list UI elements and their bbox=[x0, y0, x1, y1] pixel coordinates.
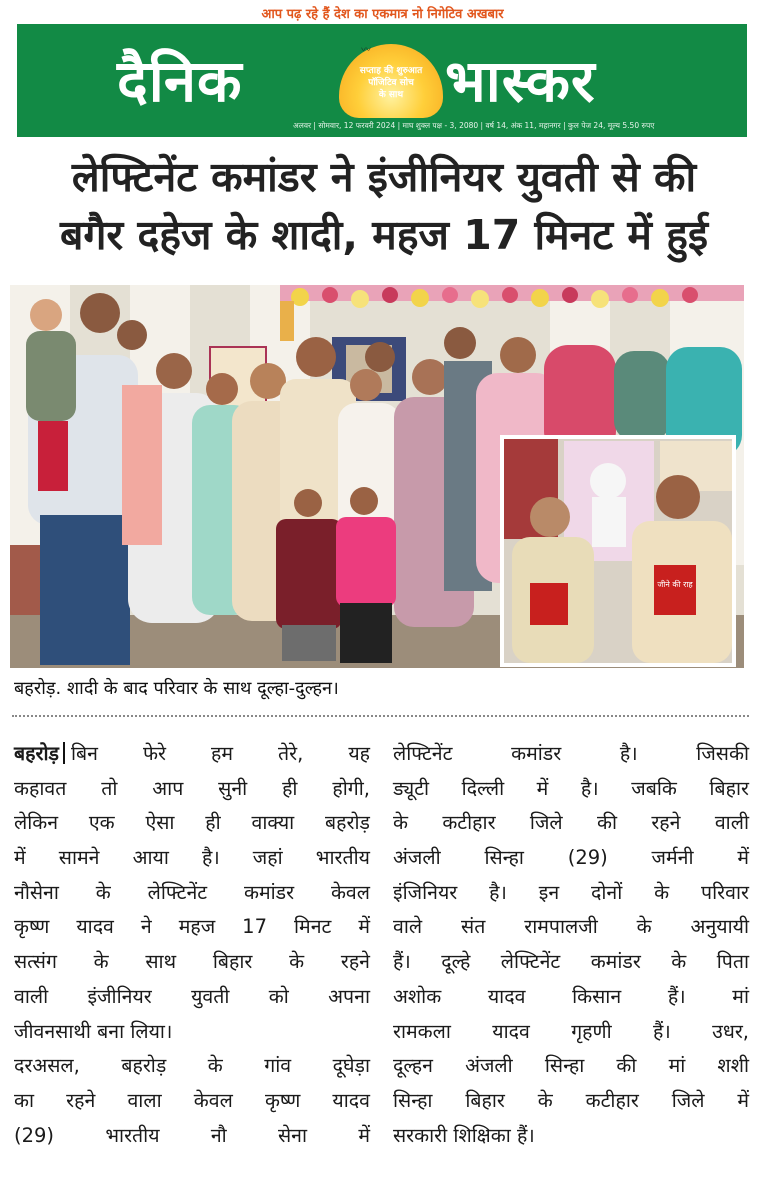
article-line: अशोक यादव किसान हैं। मां bbox=[393, 984, 749, 1008]
article-line: इंजिनियर है। इन दोनों के परिवार bbox=[393, 880, 749, 904]
logo-word-dainik: दैनिक bbox=[117, 47, 243, 115]
wedding-group-photo bbox=[10, 285, 744, 668]
article-line: जीवनसाथी बना लिया। bbox=[14, 1019, 173, 1043]
article-line: कृष्ण यादव ने महज 17 मिनट में bbox=[14, 915, 370, 939]
inset-book-title: जीने की राह bbox=[657, 580, 693, 589]
article-line bbox=[14, 737, 370, 772]
article-line: सिन्हा बिहार के कटीहार जिले में bbox=[393, 1088, 749, 1112]
article-column-right bbox=[393, 737, 749, 1153]
article-column-left bbox=[14, 737, 370, 1153]
article-line: अंजली सिन्हा (29) जर्मनी में bbox=[393, 846, 749, 870]
article-line: लेकिन एक ऐसा ही वाक्या बहरोड़ bbox=[14, 811, 370, 835]
sun-slogan-line-1: सप्ताह की शुरुआत bbox=[359, 66, 423, 76]
section-divider bbox=[12, 715, 749, 717]
article-line: का रहने वाला केवल कृष्ण यादव bbox=[14, 1088, 370, 1112]
article-line: (29) भारतीय नौ सेना में bbox=[14, 1123, 370, 1147]
article-line: ड्यूटी दिल्ली में है। जबकि बिहार bbox=[393, 776, 749, 800]
article-line: लेफ्टिनेंट कमांडर है। जिसकी bbox=[393, 742, 749, 765]
article-line: दूल्हन अंजली सिन्हा की मां शशी bbox=[393, 1054, 749, 1078]
article-line: नौसेना के लेफ्टिनेंट कमांडर केवल bbox=[14, 880, 370, 904]
sun-slogan-line-3: के साथ bbox=[378, 90, 404, 100]
sun-slogan-line-2: पॉजिटिव सोच bbox=[368, 78, 414, 88]
article-line-text: बिन फेरे हम तेरे, यह bbox=[70, 742, 370, 765]
edition-info: अलवर | सोमवार, 12 फरवरी 2024 | माघ शुक्ल पक्ष - 3, 2080 | वर्ष 14, अंक 11, महानगर | कुल पेज 24, मूल्य 5.50 रुपए bbox=[293, 121, 655, 130]
dateline-separator bbox=[63, 742, 65, 764]
photo-illustration bbox=[10, 285, 744, 668]
article-line: में सामने आया है। जहां भारतीय bbox=[14, 846, 370, 870]
headline-line-1: लेफ्टिनेंट कमांडर ने इंजीनियर युवती से की bbox=[71, 153, 697, 201]
article-line: सत्संग के साथ बिहार के रहने bbox=[14, 950, 370, 974]
article-line: दरअसल, बहरोड़ के गांव दूघेड़ा bbox=[14, 1054, 370, 1078]
article-line: वाले संत रामपालजी के अनुयायी bbox=[393, 915, 749, 939]
masthead-tagline: आप पढ़ रहे हैं देश का एकमात्र नो निगेटिव अखबार bbox=[261, 7, 504, 22]
headline-line-2: बगैर दहेज के शादी, महज 17 मिनट में हुई bbox=[59, 211, 709, 259]
article-line: के कटीहार जिले की रहने वाली bbox=[393, 811, 749, 835]
article-line: सरकारी शिक्षिका हैं। bbox=[393, 1123, 535, 1147]
article-line: कहावत तो आप सुनी ही होगी, bbox=[14, 776, 370, 800]
sun-logo-icon bbox=[339, 44, 443, 118]
article-line: हैं। दूल्हे लेफ्टिनेंट कमांडर के पिता bbox=[393, 950, 749, 974]
bird-icon: 〰 bbox=[361, 45, 371, 56]
newspaper-masthead bbox=[17, 24, 747, 137]
dateline: बहरोड़ bbox=[14, 742, 59, 765]
article-line: रामकला यादव गृहणी हैं। उधर, bbox=[393, 1019, 749, 1043]
photo-caption: बहरोड़. शादी के बाद परिवार के साथ दूल्हा-दुल्हन। bbox=[14, 678, 339, 699]
logo-word-bhaskar: भास्कर bbox=[445, 47, 596, 115]
article-line: वाली इंजीनियर युवती को अपना bbox=[14, 984, 370, 1008]
